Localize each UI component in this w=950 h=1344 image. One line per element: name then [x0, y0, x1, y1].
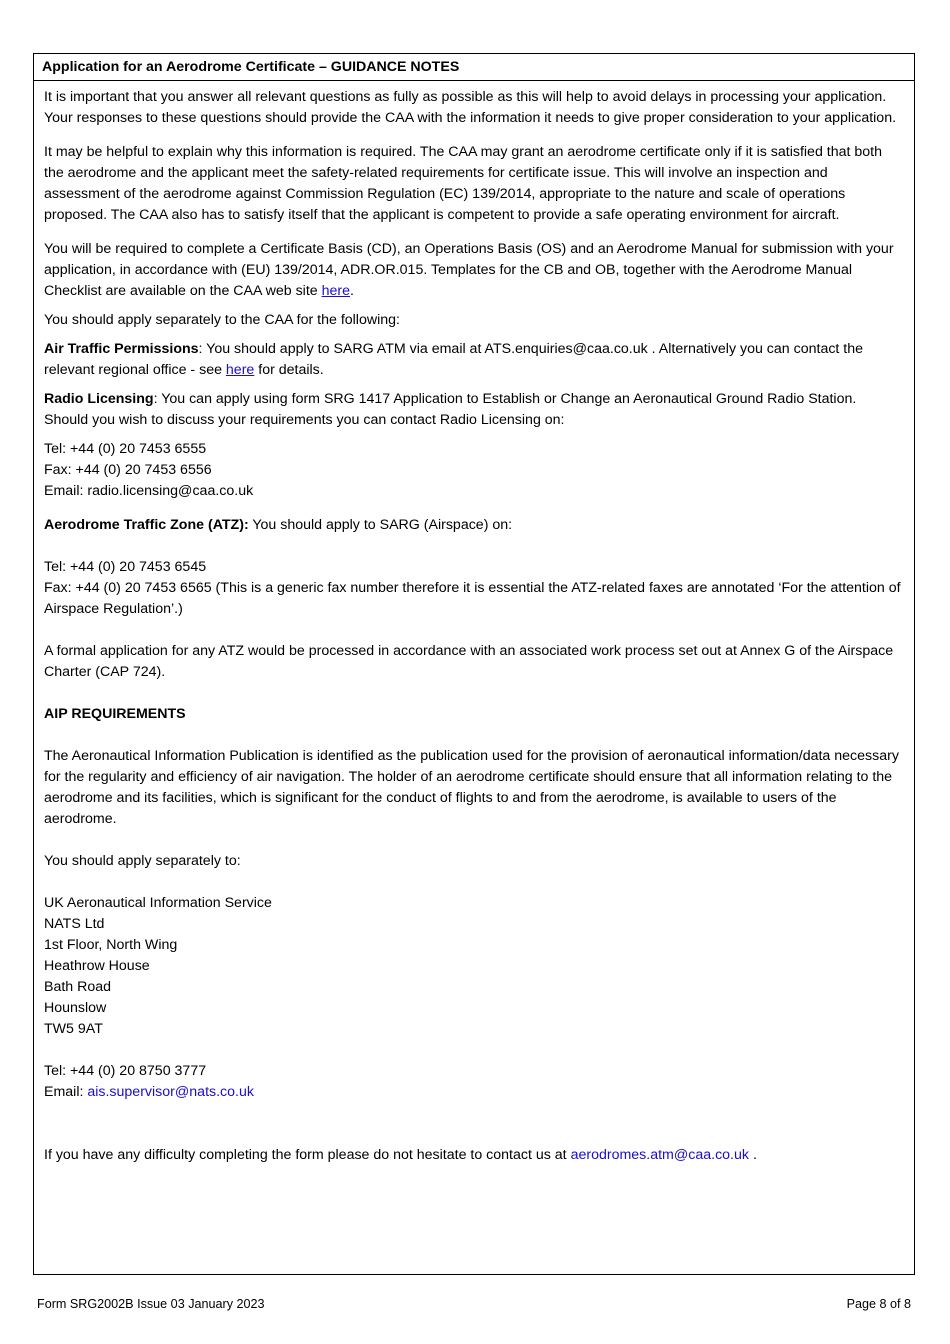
ais-email-link[interactable]: ais.supervisor@nats.co.uk: [87, 1084, 254, 1100]
submission-paragraph: You will be required to complete a Certificate Basis (CD), an Operations Basis (OS) and an Aerodrome Manual for submission with your application, in accordance with (EU) 139/2014, ADR.OR.015. Templates for the CB and OB, together with the Aerodrome Manual Checklist are available on the CAA web site here.: [44, 241, 894, 299]
atz-tel: Tel: +44 (0) 20 7453 6545: [44, 559, 207, 575]
page-number: Page 8 of 8: [846, 1297, 911, 1311]
atz-fax: Fax: +44 (0) 20 7453 6565 (This is a generic fax number therefore it is essential the ATZ-related faxes are annotated ‘For the attention of Airspace Regulation’.): [44, 580, 901, 617]
radio-fax: Fax: +44 (0) 20 7453 6556: [44, 462, 212, 478]
closing-paragraph: If you have any difficulty completing the form please do not hesitate to contact us at aerodromes.atm@caa.co.uk .: [44, 1147, 757, 1163]
aip-heading: AIP REQUIREMENTS: [44, 706, 186, 722]
ais-email-line: Email: ais.supervisor@nats.co.uk: [44, 1084, 254, 1100]
address-line: Heathrow House: [44, 958, 150, 974]
address-line: UK Aeronautical Information Service: [44, 895, 272, 911]
atz-paragraph: Aerodrome Traffic Zone (ATZ): You should apply to SARG (Airspace) on:: [44, 517, 513, 533]
radio-email: Email: radio.licensing@caa.co.uk: [44, 483, 254, 499]
address-line: 1st Floor, North Wing: [44, 937, 178, 953]
aip-apply-text: You should apply separately to:: [44, 853, 241, 869]
air-traffic-permissions-paragraph: Air Traffic Permissions: You should apply to SARG ATM via email at ATS.enquiries@caa.co.uk . Alternatively you can contact the relevant regional office - see here for details.: [44, 341, 864, 378]
form-reference: Form SRG2002B Issue 03 January 2023: [37, 1297, 265, 1311]
guidance-content: [34, 81, 914, 1166]
ais-tel: Tel: +44 (0) 20 8750 3777: [44, 1063, 207, 1079]
aerodromes-email-link[interactable]: aerodromes.atm@caa.co.uk: [570, 1147, 749, 1163]
regional-office-link[interactable]: here: [225, 362, 255, 378]
address-line: Bath Road: [44, 979, 112, 995]
address-line: NATS Ltd: [44, 916, 105, 932]
address-line: Hounslow: [44, 1000, 107, 1016]
templates-link[interactable]: here: [321, 283, 350, 299]
address-line: TW5 9AT: [44, 1021, 103, 1037]
explanation-paragraph: It may be helpful to explain why this information is required. The CAA may grant an aerodrome certificate only if it is satisfied that both the aerodrome and the applicant meet the safety-related requirements for certificate issue. This will involve an inspection and assessment of the aerodrome against Commission Regulation (EC) 139/2014, appropriate to the nature and scale of operations proposed. The CAA also has to satisfy itself that the applicant is competent to provide a safe operating environment for aircraft.: [44, 144, 883, 223]
guidance-notes-box: [33, 53, 915, 1275]
ais-address: [44, 893, 904, 1040]
aip-paragraph: The Aeronautical Information Publication is identified as the publication used for the provision of aeronautical information/data necessary for the regularity and efficiency of air navigation. The holder of an aerodrome certificate should ensure that all information relating to the aerodrome and its facilities, which is significant for the conduct of flights to and from the aerodrome, is available to users of the aerodrome.: [44, 748, 899, 827]
radio-tel: Tel: +44 (0) 20 7453 6555: [44, 441, 207, 457]
atz-formal-application: A formal application for any ATZ would be processed in accordance with an associated work process set out at Annex G of the Airspace Charter (CAP 724).: [44, 643, 894, 680]
intro-paragraph: It is important that you answer all relevant questions as fully as possible as this will help to avoid delays in processing your application. Your responses to these questions should provide the CAA with the information it needs to give proper consideration to your application.: [44, 89, 897, 126]
section-header: Application for an Aerodrome Certificate – GUIDANCE NOTES: [34, 54, 914, 81]
apply-separately-text: You should apply separately to the CAA for the following:: [44, 312, 400, 328]
radio-licensing-paragraph: Radio Licensing: You can apply using form SRG 1417 Application to Establish or Change an Aeronautical Ground Radio Station. Should you wish to discuss your requirements you can contact Radio Licensing on:: [44, 391, 857, 428]
